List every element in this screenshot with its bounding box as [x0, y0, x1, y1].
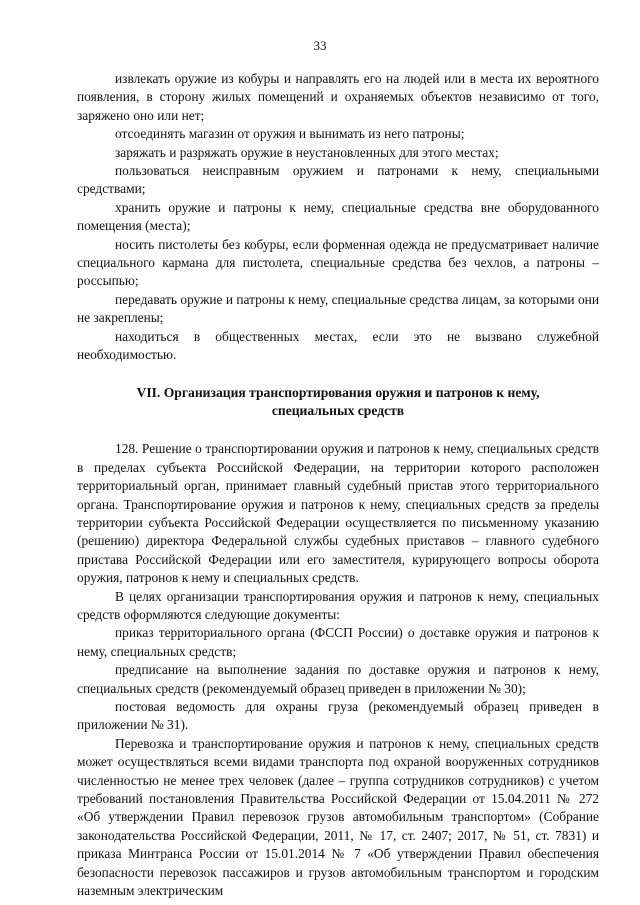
- document-list-item: предписание на выполнение задания по доставке оружия и патронов к нему, специальных средств (рекомендуемый образец приведен в приложении № 30);: [77, 662, 599, 696]
- list-item: заряжать и разряжать оружие в неустановленных для этого местах;: [115, 144, 499, 160]
- document-body: [77, 70, 599, 900]
- paragraph: Перевозка и транспортирование оружия и патронов к нему, специальных средств может осуществляться всеми видами транспорта под охраной вооруженных сотрудников численностью не менее трех человек (далее – группа сотрудников сотрудников) с учетом требований постановления Правительства Российской Федерации от 15.04.2011 № 272 «Об утверждении Правил перевозок грузов автомобильным транспортом» (Собрание законодательства Российской Федерации, 2011, № 17, ст. 2407; 2017, № 51, ст. 7831) и приказа Минтранса России от 15.01.2014 № 7 «Об утверждении Правил обеспечения безопасности перевозок пассажиров и грузов автомобильным транспортом и городским наземным электрическим: [77, 735, 599, 899]
- document-list-item: приказ территориального органа (ФССП России) о доставке оружия и патронов к нему, специальных средств;: [77, 625, 599, 659]
- section-heading: [77, 384, 599, 421]
- list-item: передавать оружие и патроны к нему, специальные средства лицам, за которыми они не закреплены;: [77, 291, 599, 326]
- list-item: носить пистолеты без кобуры, если форменная одежда не предусматривает наличие специального кармана для пистолета, специальные средства без чехлов, а патроны – россыпью;: [77, 236, 599, 289]
- document-list-item: постовая ведомость для охраны груза (рекомендуемый образец приведен в приложении № 31).: [77, 699, 599, 733]
- list-item: извлекать оружие из кобуры и направлять его на людей или в места их вероятного появления, в сторону жилых помещений и охраняемых объектов независимо от того, заряжено оно или нет;: [77, 71, 599, 123]
- list-item: пользоваться неисправным оружием и патронами к нему, специальными средствами;: [77, 163, 599, 197]
- section-heading-line: VII. Организация транспортирования оружия и патронов к нему,: [136, 384, 540, 400]
- section-heading-line: специальных средств: [271, 402, 405, 418]
- list-item: находиться в общественных местах, если это не вызвано служебной необходимостью.: [77, 328, 599, 363]
- page-number: 33: [313, 38, 327, 53]
- paragraph-128: 128. Решение о транспортировании оружия и патронов к нему, специальных средств в пределах субъекта Российской Федерации, на территории которого расположен территориальный орган, принимает главный судебный пристав этого территориального органа. Транспортирование оружия и патронов к нему, специальных средств за пределы территории субъекта Российской Федерации осуществляется по письменному указанию (решению) директора Федеральной службы судебных приставов – главного судебного пристава Российской Федерации или его заместителя, курирующего вопросы оборота оружия, патронов к нему и специальных средств.: [77, 441, 599, 586]
- paragraph: В целях организации транспортирования оружия и патронов к нему, специальных средств оформляются следующие документы:: [77, 588, 599, 622]
- list-item: хранить оружие и патроны к нему, специальные средства вне оборудованного помещения (места);: [77, 199, 599, 234]
- list-item: отсоединять магазин от оружия и вынимать из него патроны;: [115, 126, 465, 142]
